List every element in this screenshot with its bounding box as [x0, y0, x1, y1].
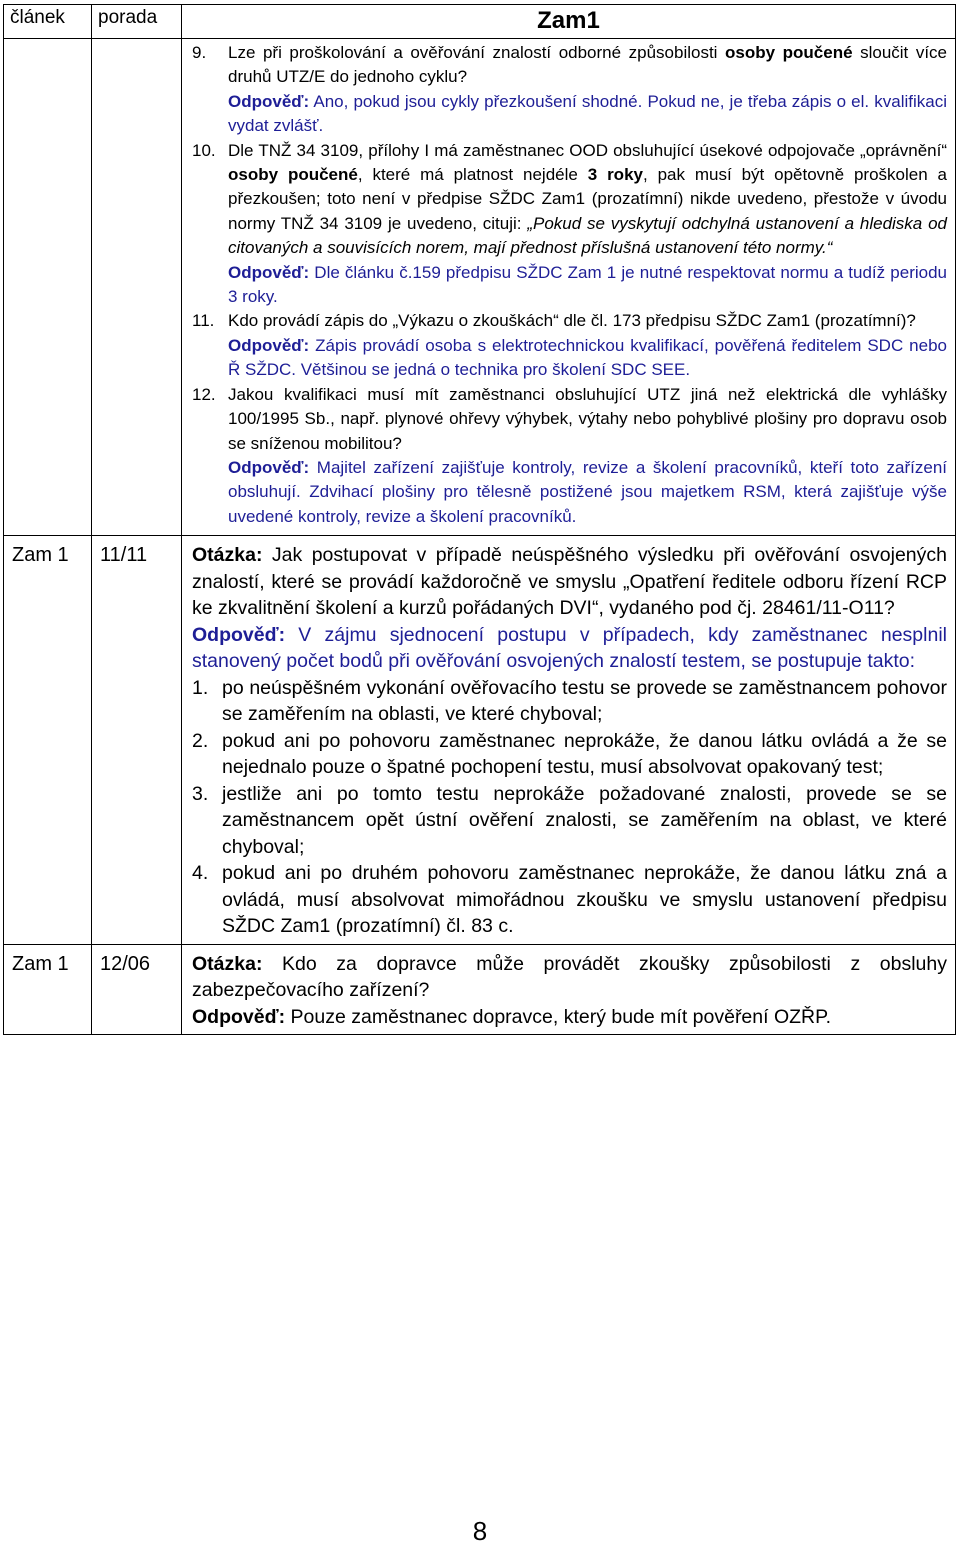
header-meeting: porada [92, 5, 182, 39]
table-row [4, 39, 956, 536]
question-number: 9. [192, 43, 207, 62]
answer-text: V zájmu sjednocení postupu v případech, kdy zaměstnanec nesplnil stanovený počet bodů při ověřování osvojených znalostí testem, se postupuje takto: [192, 623, 947, 673]
row2-meeting: 11/11 [92, 536, 182, 945]
header-row [4, 5, 956, 39]
step-text: pokud ani po druhém pohovoru zaměstnanec neprokáže, že danou látku zná a ovládá, musí absolvovat mimořádnou zkoušku ve smyslu ustanovení předpisu SŽDC Zam1 (prozatímní) čl. 83 c. [222, 862, 947, 938]
table-row [4, 944, 956, 1035]
question-11 [192, 309, 947, 382]
question-bold: osoby poučené [228, 165, 358, 185]
step-text: pokud ani po pohovoru zaměstnanec neprokáže, že danou látku ovládá a že se nejednalo pouze o špatné pochopení testu, musí absolvovat opakovaný test; [222, 729, 947, 779]
row2-content [182, 536, 956, 945]
question-bold: 3 roky [587, 165, 643, 185]
table-row [4, 536, 956, 945]
step-text: jestliže ani po tomto testu neprokáže požadované znalosti, provede se se zaměstnancem opět ústní ověření znalosti, se zaměřením na oblast, ve které chyboval; [222, 782, 947, 858]
header-article: článek [4, 5, 92, 39]
list-item [192, 728, 947, 781]
answer-text: Pouze zaměstnanec dopravce, který bude mít pověření OZŘP. [285, 1005, 832, 1028]
question-label: Otázka: [192, 544, 263, 567]
row1-article [4, 39, 92, 536]
row3-article: Zam 1 [4, 944, 92, 1035]
question-text: Kdo provádí zápis do „Výkazu o zkouškách“ dle čl. 173 předpisu SŽDC Zam1 (prozatímní)? [228, 311, 916, 331]
row2-article: Zam 1 [4, 536, 92, 945]
question-10 [192, 139, 947, 310]
answer-label: Odpověď: [228, 262, 310, 282]
step-number: 2. [192, 729, 209, 752]
qa-table [3, 4, 956, 1035]
list-item [192, 781, 947, 861]
row3-meeting: 12/06 [92, 944, 182, 1035]
row1-meeting [92, 39, 182, 536]
answer-text: Ano, pokud jsou cykly přezkoušení shodné. Pokud ne, je třeba zápis o el. kvalifikaci vydat zvlášť. [228, 91, 947, 136]
answer-label: Odpověď: [228, 91, 310, 111]
answer-label: Odpověď: [228, 457, 310, 477]
list-item [192, 860, 947, 940]
question-12 [192, 383, 947, 529]
question-text: , které má platnost nejdéle [357, 165, 588, 185]
list-item [192, 675, 947, 728]
step-text: po neúspěšném vykonání ověřovacího testu se provede se zaměstnancem pohovor se zaměřením na oblasti, ve které chyboval; [222, 676, 947, 726]
question-text: Dle TNŽ 34 3109, přílohy I má zaměstnanec OOD obsluhující úsekové odpojovače „oprávnění“ [228, 140, 947, 160]
question-9 [192, 41, 947, 139]
question-number: 12. [192, 384, 216, 404]
question-text: Jakou kvalifikaci musí mít zaměstnanci obsluhující UTZ jiná než elektrická dle vyhlášky 100/1995 Sb., např. plynové ohřevy výhybek, výtahy nebo pohyblivé plošiny pro dopravu osob se sníženou mobilitou? [228, 384, 947, 453]
question-bold: osoby poučené [725, 43, 853, 62]
answer-label: Odpověď: [228, 335, 310, 355]
header-title: Zam1 [182, 5, 956, 39]
step-number: 1. [192, 676, 209, 699]
answer-label: Odpověď: [192, 623, 286, 646]
question-label: Otázka: [192, 952, 263, 975]
question-citation: „Pokud se vyskytují odchylná ustanovení a hlediska od citovaných a souvisících norem, mají přednost příslušná ustanovení této normy.“ [228, 213, 947, 258]
question-text: sloučit více druhů UTZ/E do jednoho cyklu? [228, 43, 947, 87]
answer-label: Odpověď: [192, 1005, 286, 1028]
step-number: 4. [192, 862, 209, 885]
row3-content [182, 944, 956, 1035]
question-number: 11. [192, 311, 215, 331]
page-number: 8 [472, 1516, 488, 1546]
question-text: , pak musí být opětovně proškolen a přezkoušen; toto není v předpise SŽDC Zam1 (prozatímní) nikde uvedeno, přestože v úvodu normy TNŽ 34 3109 je uvedeno, cituji: [228, 165, 948, 233]
answer-text: Majitel zařízení zajišťuje kontroly, revize a školení pracovníků, kteří toto zařízení obsluhují. Zdvihací plošiny pro tělesně postižené jsou majetkem RSM, která zajišťuje výše uvedené kontroly, revize a školení pracovníků. [228, 457, 947, 526]
steps-list [192, 675, 947, 940]
answer-text: Zápis provádí osoba s elektrotechnickou kvalifikací, pověřená ředitelem SDC nebo Ř SŽDC. Většinou se jedná o technika pro školení SDC SEE. [228, 335, 947, 380]
question-text: Jak postupovat v případě neúspěšného výsledku při ověřování osvojených znalostí, které se provádí každoročně ve smyslu „Opatření ředitele odboru řízení RCP ke zkvalitnění školení a kurzů pořádaných DVI“, vydaného pod čj. 28461/11-O11? [192, 544, 947, 620]
question-text: Kdo za dopravce může provádět zkoušky způsobilosti z obsluhy zabezpečovacího zařízení? [192, 952, 947, 1002]
answer-text: Dle článku č.159 předpisu SŽDC Zam 1 je nutné respektovat normu a tudíž periodu 3 roky. [228, 262, 947, 307]
step-number: 3. [192, 782, 209, 805]
row1-content [182, 39, 956, 536]
question-number: 10. [192, 140, 216, 160]
question-text: Lze při proškolování a ověřování znalostí odborné způsobilosti [228, 43, 726, 62]
